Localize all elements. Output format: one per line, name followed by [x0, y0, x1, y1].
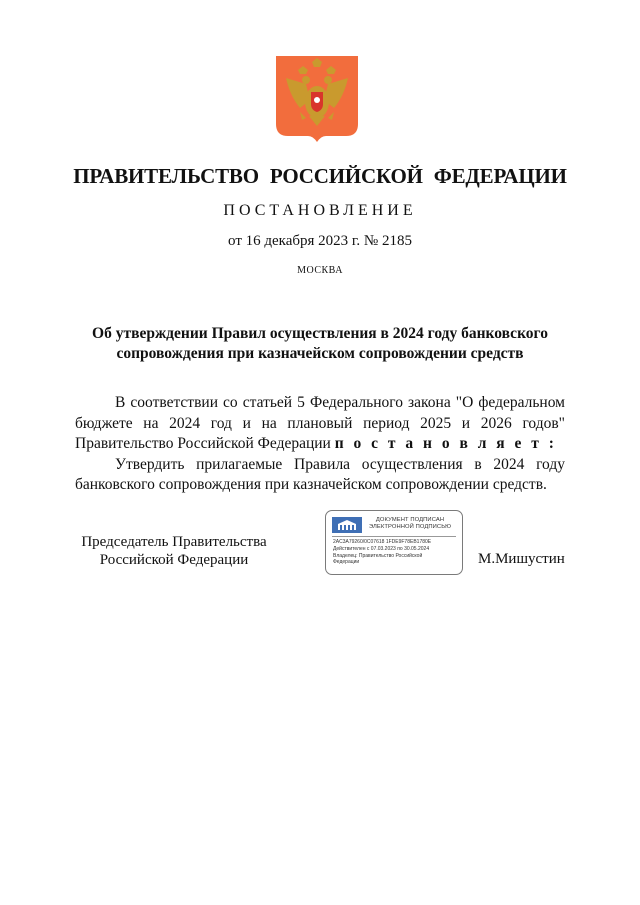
signer-position: [74, 533, 274, 569]
signer-position-line-2: Российской Федерации: [99, 552, 249, 568]
stamp-heading-line-2: ЭЛЕКТРОННОЙ ПОДПИСЬЮ: [368, 524, 452, 530]
resolves-word: п о с т а н о в л я е т :: [334, 435, 557, 452]
body-paragraph-1-text: В соответствии со статьей 5 Федерального закона "О федеральном бюджете на 2024 год и на плановый период 2025 и 2026 годов" Правительство Российской Федерации: [75, 394, 565, 452]
stamp-heading-line-1: ДОКУМЕНТ ПОДПИСАН: [375, 517, 445, 523]
title-line-1: Об утверждении Правил осуществления в 2024 году банковского: [92, 325, 548, 342]
stamp-heading: [362, 517, 458, 531]
electronic-signature-stamp: [325, 510, 463, 575]
document-date-number: от 16 декабря 2023 г. № 2185: [228, 233, 412, 249]
stamp-owner-line-1: Владелец: Правительство Российской: [333, 553, 423, 559]
document-city: МОСКВА: [297, 265, 343, 276]
stamp-serial: 2AC3A79260/0C07618 1FDE9F78EB1780E: [333, 539, 432, 545]
document-body: [75, 393, 565, 496]
document-type: ПОСТАНОВЛЕНИЕ: [223, 202, 417, 219]
stamp-divider: [332, 536, 456, 537]
body-paragraph-1: [75, 393, 565, 455]
stamp-validity: Действителен с 07.03.2023 по 30.05.2024: [333, 546, 430, 552]
building-icon: [332, 517, 362, 533]
coat-of-arms-icon: [276, 56, 358, 142]
document-title: [0, 324, 640, 364]
title-line-2: сопровождения при казначейском сопровождении средств: [116, 345, 524, 362]
signer-position-line-1: Председатель Правительства: [81, 534, 267, 550]
body-paragraph-2: Утвердить прилагаемые Правила осуществления в 2024 году банковского сопровождения при казначейском сопровождении средств.: [75, 455, 565, 493]
signer-name: М.Мишустин: [478, 551, 565, 567]
organization-name: ПРАВИТЕЛЬСТВО РОССИЙСКОЙ ФЕДЕРАЦИИ: [73, 164, 567, 188]
stamp-owner-line-2: Федерации: [333, 559, 360, 565]
